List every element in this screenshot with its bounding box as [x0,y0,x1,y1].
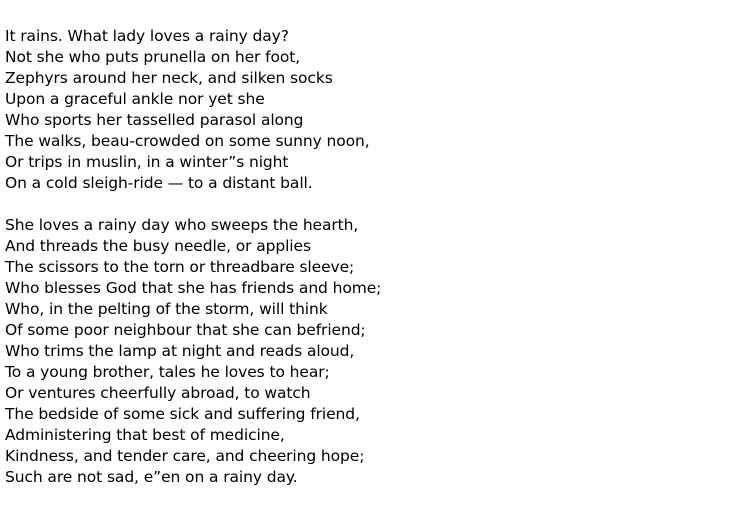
poem-line: Such are not sad, e”en on a rainy day. [5,468,298,486]
poem-line: Of some poor neighbour that she can befriend; [5,321,366,339]
stanza-1 [5,26,381,194]
poem-line: To a young brother, tales he loves to hear; [5,363,330,381]
poem-line: She loves a rainy day who sweeps the hearth, [5,216,359,234]
poem-line: Who trims the lamp at night and reads aloud, [5,342,355,360]
poem-line: Who sports her tasselled parasol along [5,111,304,129]
poem-line: Upon a graceful ankle nor yet she [5,90,265,108]
poem-line: Or trips in muslin, in a winter”s night [5,153,289,171]
poem-text [5,26,381,488]
stanza-2 [5,215,381,488]
poem-line: Administering that best of medicine, [5,426,285,444]
poem-line: On a cold sleigh-ride — to a distant ball. [5,174,313,192]
poem-line: Zephyrs around her neck, and silken socks [5,69,333,87]
poem-line: The scissors to the torn or threadbare sleeve; [5,258,355,276]
poem-line: Or ventures cheerfully abroad, to watch [5,384,311,402]
poem-line: Who blesses God that she has friends and home; [5,279,382,297]
poem-line: Who, in the pelting of the storm, will think [5,300,328,318]
poem-line: And threads the busy needle, or applies [5,237,311,255]
poem-line: The bedside of some sick and suffering friend, [5,405,360,423]
poem-line: The walks, beau-crowded on some sunny noon, [5,132,370,150]
poem-line: Kindness, and tender care, and cheering hope; [5,447,365,465]
poem-line: Not she who puts prunella on her foot, [5,48,301,66]
poem-line: It rains. What lady loves a rainy day? [5,27,289,45]
